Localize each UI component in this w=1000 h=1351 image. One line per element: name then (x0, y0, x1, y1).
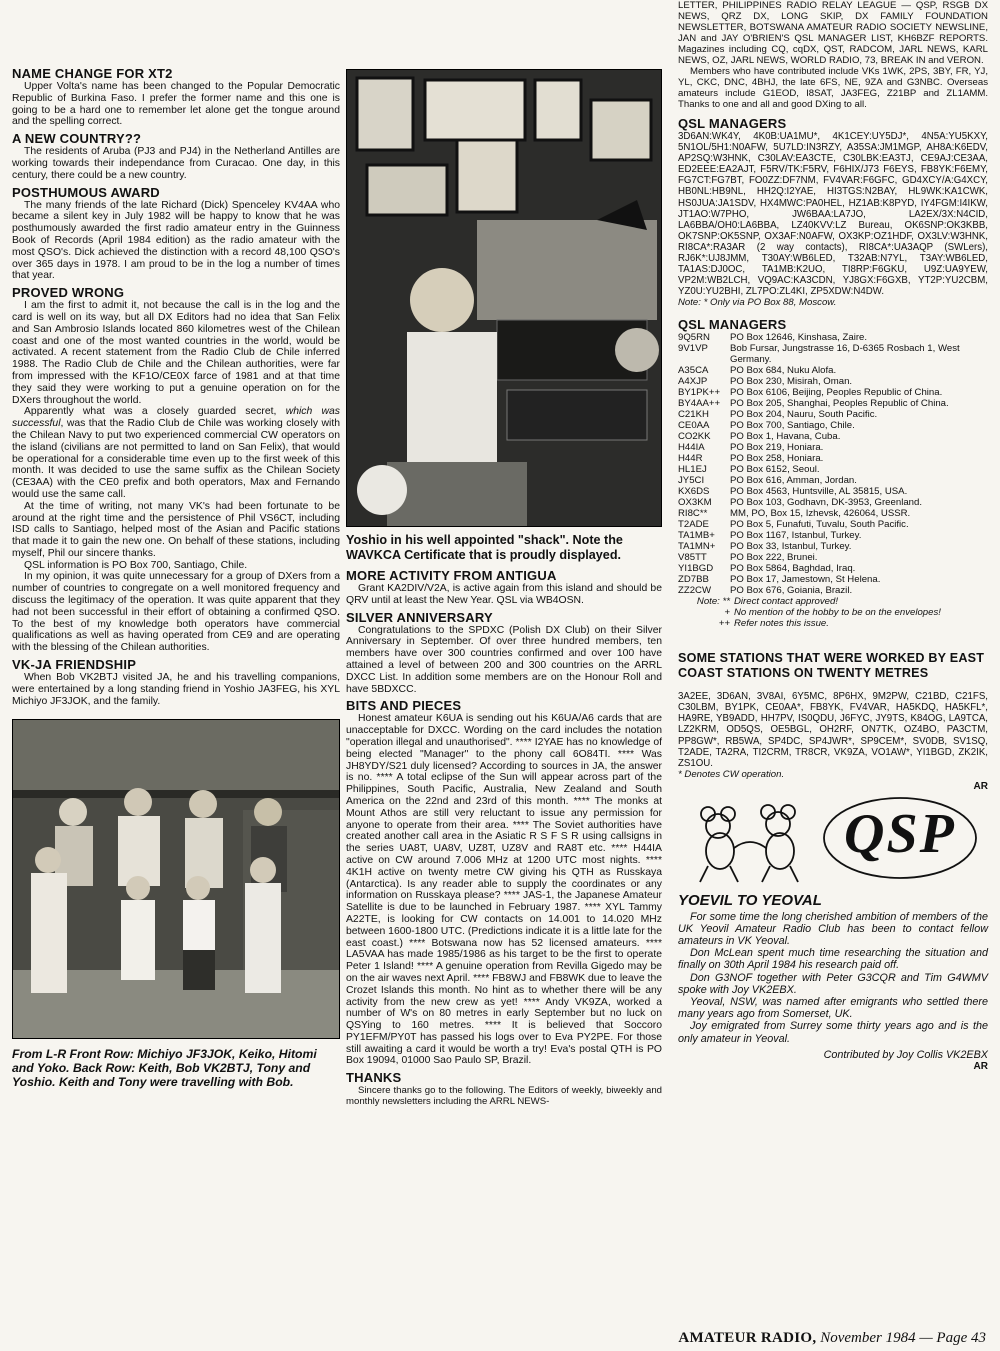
qsl-address-row (678, 585, 988, 596)
family-photo-illustration (13, 720, 339, 1038)
para-yoevil-3: Don G3NOF together with Peter G3CQR and Tim G4WMV spoke with Joy VK2EBX. (678, 971, 988, 996)
column-middle (346, 0, 662, 1107)
qsl-address-row (678, 563, 988, 574)
heading-thanks: THANKS (346, 1070, 402, 1086)
qsl-callsign: TA1MB+ (678, 530, 715, 542)
para-antigua: Grant KA2DIV/V2A, is active again from this island and should be QRV until at least the New Year. QSL via WB4OSN. (346, 583, 662, 606)
qsl-address: PO Box 6106, Beijing, Peoples Republic of China. (730, 387, 943, 399)
qsl-address: PO Box 205, Shanghai, Peoples Republic of China. (730, 398, 949, 410)
heading-new-country: A NEW COUNTRY?? (12, 131, 142, 147)
qsl-address-row (678, 431, 988, 442)
para-yoevil-1: For some time the long cherished ambition of members of the UK Yeovil Amateur Radio Club has been to contact fellow amateurs in VK Yeoval. (678, 910, 988, 948)
para-name-change: Upper Volta's name has been changed to the Popular Democratic Republic of Burkina Faso. I prefer the former name and this one is going to be a hard one to remember let alone get the tongue around and the spelling correct. (12, 81, 340, 128)
qsl-callsign: 9V1VP (678, 343, 708, 355)
qsl-address-row (678, 552, 988, 563)
qsl-address: PO Box 219, Honiara. (730, 442, 824, 454)
qsl-note-text: No mention of the hobby to be on the envelopes! (734, 607, 941, 619)
para-proved-wrong-1: I am the first to admit it, not because the call is in the log and the card is well on its way, but all DX Editors had no idea that San Felix and San Ambrosio Islands located 860 kilometres west of the Chilean coast and one of the most wanted countries in the world, would be activated. A recent statement from the Radio Club de Chile inferred 1988. The Radio Club de Chile and the Chilean authorities, were far from impressed with the KF1O/CE0X farce of 1981 and at that time they said they were working to put a genuine operation on for the DXers throughout the world. (12, 300, 340, 406)
stations-worked-list: 3A2EE, 3D6AN, 3V8AI, 6Y5MC, 8P6HX, 9M2PW, C21BD, C21FS, C30LBM, BY1PK, CE0AA*, FB8YK, FV4VAR, HA5KDQ, HA5KFL*, HA9RE, YB9ADD, HH7PV, IS0QDU, J6FYC, JY9TS, K84OG, LA9TCA, LZ2KRM, OD5QS, OE5BGL, OH2RF, ON7TK, OZ4BO, PA3CTM, PP8GW*, RB5WA, SP4DC, SP4JWR*, SP9CEM*, SV0DB, SV1SQ, T2ADE, TA2RA, TI2CRM, TR8CR, VK9ZA, VO1AW*, YI1BGD, ZK2IK, ZS1OU. (678, 691, 988, 769)
qsl-address: PO Box 230, Misirah, Oman. (730, 376, 853, 388)
qsl-address: PO Box 4563, Huntsville, AL 35815, USA. (730, 486, 908, 498)
heading-yoevil: YOEVIL TO YEOVAL (678, 891, 822, 909)
qsl-address: Bob Fursar, Jungstrasse 16, D-6365 Rosbach 1, West Germany. (730, 343, 960, 366)
para-yoevil-2: Don McLean spent much time researching the situation and finally on 30th April 1984 his research paid off. (678, 947, 988, 972)
qsl-callsign: RI8C** (678, 508, 708, 520)
qsl-address: PO Box 12646, Kinshasa, Zaire. (730, 332, 868, 344)
qsl-address-row (678, 541, 988, 552)
para-proved-wrong-5: In my opinion, it was quite unnecessary for a group of DXers from a number of countries to congregate on a well monitored frequency and discuss the legitimacy of the operation. It was quite apparent that they had not been successful in their effort of obtaining a confirmed QSO. To the best of my knowledge both operators have commercial qualifications as well as having operated from CE9 and are operating with the blessing of the Chilean authorities. (12, 571, 340, 654)
qsl-address-table (678, 332, 988, 596)
para-contributors: Members who have contributed include VKs 1WK, 2PS, 3BY, FR, YJ, YL, CKC, DNC, 4BHJ, the late 6FS, NE, 9ZA and G3NBC. Overseas amateurs include G1EOD, I8SAT, JA3FEG, Z21BP and ZL1AMM. Thanks to one and all and good DXing to all. (678, 66, 988, 110)
para-new-country: The residents of Aruba (PJ3 and PJ4) in the Netherland Antilles are working towards their independance from Curacao. One day, in this century, there could be a new country. (12, 146, 340, 181)
para-vk-ja-friendship: When Bob VK2BTJ visited JA, he and his travelling companions, were entertained by a long standing friend in Yoshio JA3FEG, his XYL Michiyo JF3JOK, and the family. (12, 672, 340, 707)
yoevil-section (678, 892, 988, 1072)
shack-photo-illustration (347, 70, 661, 526)
qsl-callsign: CO2KK (678, 431, 711, 443)
qsl-callsign: JY5CI (678, 475, 705, 487)
qsl-address: PO Box 684, Nuku Alofa. (730, 365, 837, 377)
qsl-address-row (678, 530, 988, 541)
qsl-address-row (678, 420, 988, 431)
para-posthumous-award: The many friends of the late Richard (Dick) Spenceley KV4AA who became a silent key in July 1982 will be happy to know that he was posthumously awarded the first radio amateur entry in the Guinness Book of Records (April 1984 edition) as the radio amateur with the most QSO's. Dick achieved the distinction with a record 48,100 QSO's over 365 days in 1978. I am proud to be in the log a number of times that year. (12, 199, 340, 282)
qsl-address-row (678, 453, 988, 464)
qsl-address-row (678, 365, 988, 376)
para-thanks: Sincere thanks go to the following. The Editors of weekly, biweekly and monthly newsletters including the ARRL NEWS- (346, 1085, 662, 1108)
heading-proved-wrong: PROVED WRONG (12, 285, 125, 301)
heading-antigua: MORE ACTIVITY FROM ANTIGUA (346, 568, 557, 583)
qsl-callsign: V85TT (678, 552, 707, 564)
para-yoevil-5: Joy emigrated from Surrey some thirty years ago and is the only amateur in Yeoval. (678, 1020, 988, 1045)
qsl-address: PO Box 258, Honiara. (730, 453, 824, 465)
column-left (12, 0, 340, 1089)
qsl-address: PO Box 676, Goiania, Brazil. (730, 585, 853, 597)
heading-qsl-managers-1: QSL MANAGERS (678, 116, 787, 131)
qsl-address-row (678, 409, 988, 420)
family-photo (12, 719, 340, 1039)
qsl-address: PO Box 33, Istanbul, Turkey. (730, 541, 852, 553)
qsl-callsign: OX3KM (678, 497, 712, 509)
column-right (678, 0, 988, 1072)
shack-photo (346, 69, 662, 527)
qsl-managers-note: Note: * Only via PO Box 88, Moscow. (678, 297, 837, 309)
qsl-address-row (678, 464, 988, 475)
qsl-address: PO Box 616, Amman, Jordan. (730, 475, 857, 487)
qsl-note-row (678, 607, 988, 618)
qsl-callsign: TA1MN+ (678, 541, 716, 553)
ar-logo-1: AR (973, 780, 988, 792)
text-span: , was that the Radio Club de Chile was working closely with the Chilean Navy to put two experienced commercial CW operators on the island (civilians are not permitted to land on San Felix), that would be operational for a considerable time even up to the first week of this month. It was decided to use the same suffix as the Chilean Society (CE3AA) with the CE0 prefix and both operators, Max and Fernando would use the same call. (12, 418, 340, 500)
qsl-address-row (678, 332, 988, 343)
para-bits-and-pieces: Honest amateur K6UA is sending out his K6UA/A6 cards that are unacceptable for DXCC. Wording on the card includes the notation "operation illegal and unauthorised". **** I2YAE has no knowledge of being elected "Manager" to the phony call 6O84TI. **** Was JH8YDY/S21 duly licensed? According to sources in JA, the answer is no. **** A total eclipse of the Sun will appear across part of the Philippines, South Pacific, Australia, New Zealand and South America on the 22nd and 23rd of this month. **** The monks at Mount Athos are still very reluctant to issue any permission for anyone to operate from their area. **** The Soviet authorities have created another call area in the Asiatic R S F S R using callsigns in the series UA8T, UA8V, UZ8T, UZ8V and RA8T etc. **** H44IA active on CW around 7.006 MHz at 1200 UTC most nights. **** 4K1H active on twenty metre CW giving his QTH as Russkaya (Antarctica). Is any reader able to supply the coordinates or any information on Russkaya please? **** JAS-1, the Japanese Amateur Satellite is due to be launched in February 1987. **** XYL Tammy A22TE, is looking for CW contacts on 14.001 to 14.020 MHz between 1600-1800 UTC. (Predictions indicate it is a little late for the east coast.) **** Botswana now has 52 licensed amateurs. **** LA5VAA has made 1985/1986 as his target to be the first to operate Peter 1 Island! **** A genuine operation from Revilla Gigedo may be on the air waves next April. **** FB8WJ and FB8WK due to leave the Crozet Islands this month. No hint as to whether there will be any activity from the new crew as yet! **** Andy VK9ZA, worked a number of W's on 80 metres in early September but no luck on QSYing to 160 metres. **** It is believed that Soccoro PY1EFM/PY0T has passed his logs over to Eva PY2PE. For those still awaiting a card it would be worth a try! Eva's postal QTH is PO Box 19094, 01000 Sao Paulo SP, Brazil. (346, 713, 662, 1067)
qsl-callsign: KX6DS (678, 486, 710, 498)
page-footer (678, 1330, 986, 1347)
qsl-address-row (678, 442, 988, 453)
qsl-note-text: Direct contact approved! (734, 596, 838, 608)
ar-logo-2: AR (973, 1061, 988, 1073)
para-proved-wrong-4: QSL information is PO Box 700, Santiago, Chile. (24, 559, 248, 571)
heading-stations-worked: SOME STATIONS THAT WERE WORKED BY EAST COAST STATIONS ON TWENTY METRES (678, 651, 985, 681)
qsl-address: PO Box 6152, Seoul. (730, 464, 820, 476)
qsl-note-mark: + (724, 607, 730, 619)
qsl-address: PO Box 17, Jamestown, St Helena. (730, 574, 881, 586)
qsl-note-mark: ++ (718, 618, 730, 630)
qsl-callsign: 9Q5RN (678, 332, 710, 344)
qsl-address: PO Box 103, Godhavn, DK-3953, Greenland. (730, 497, 922, 509)
qsl-callsign: A35CA (678, 365, 709, 377)
qsl-note-text: Refer notes this issue. (734, 618, 829, 630)
qsl-notes-table (678, 596, 988, 629)
heading-qsl-managers-2: QSL MANAGERS (678, 317, 787, 333)
qsl-callsign: YI1BGD (678, 563, 714, 575)
qsl-address: PO Box 5864, Baghdad, Iraq. (730, 563, 856, 575)
qsl-address: PO Box 204, Nauru, South Pacific. (730, 409, 878, 421)
qsl-address-row (678, 574, 988, 585)
footer-date-page: November 1984 — Page 43 (820, 1330, 986, 1346)
qsl-address: PO Box 5, Funafuti, Tuvalu, South Pacific. (730, 519, 909, 531)
para-proved-wrong-2 (12, 406, 340, 500)
qsl-address-row (678, 376, 988, 387)
qsl-address: PO Box 1167, Istanbul, Turkey. (730, 530, 862, 542)
para-silver-anniversary: Congratulations to the SPDXC (Polish DX Club) on their Silver Anniversary in September. Of over three hundred members, ten members have over 300 countries confirmed and over 100 have attained a level of between 200 and 300 countries on the ARRL DXCC List. In addition some members are on the Honour Roll and have 5BDXCC. (346, 624, 662, 695)
heading-vk-ja-friendship: VK-JA FRIENDSHIP (12, 657, 137, 673)
qsl-address-row (678, 508, 988, 519)
qsl-callsign: H44R (678, 453, 703, 465)
qsl-callsign: HL1EJ (678, 464, 707, 476)
qsl-callsign: T2ADE (678, 519, 709, 531)
qsl-callsign: CE0AA (678, 420, 710, 432)
qsl-note-mark: Note: ** (696, 596, 730, 608)
qsl-address-row (678, 387, 988, 398)
qsl-address-row (678, 398, 988, 409)
yoevil-credit: Contributed by Joy Collis VK2EBX (823, 1048, 988, 1061)
qsl-callsign: C21KH (678, 409, 709, 421)
text-span: Apparently what was a closely guarded secret, (24, 406, 286, 418)
heading-name-change: NAME CHANGE FOR XT2 (12, 66, 173, 81)
qsl-callsign: H44IA (678, 442, 705, 454)
emphasis-text: which was successful (12, 406, 340, 430)
qsp-logo-text: QSP (844, 802, 956, 865)
qsl-address: PO Box 222, Brunei. (730, 552, 818, 564)
heading-bits-and-pieces: BITS AND PIECES (346, 698, 462, 714)
qsl-address-row (678, 497, 988, 508)
heading-silver-anniversary: SILVER ANNIVERSARY (346, 609, 493, 625)
qsl-address-row (678, 475, 988, 486)
para-thanks-continued: LETTER, PHILIPPINES RADIO RELAY LEAGUE — QSP, RSGB DX NEWS, QRZ DX, LONG SKIP, DX FAMILY FOUNDATION NEWSLETTER, BOTSWANA AMATEUR RADIO SOCIETY NEWSLINE, JAN and JAY O'BRIEN'S QSL MANAGER LIST, KH6BZF REPORTS. Magazines including CQ, cqDX, QST, RADCOM, JARL NEWS, KARL NEWS, OZ, JARL NEWS, WORLD RADIO, 73, BREAK IN and VERON. (678, 0, 988, 66)
qsl-address-row (678, 519, 988, 530)
para-yoevil-4: Yeoval, NSW, was named after emigrants who settled there many years ago from Somerset, UK. (678, 996, 988, 1021)
family-photo-caption: From L-R Front Row: Michiyo JF3JOK, Keiko, Hitomi and Yoko. Back Row: Keith, Bob VK2BTJ, Tony and Yoshio. Keith and Tony were travelling with Bob. (12, 1047, 317, 1090)
qsl-managers-list: 3D6AN:WK4Y, 4K0B:UA1MU*, 4K1CEY:UY5DJ*, 4N5A:YU5KXY, 5N1OL/5H1:N0AFW, 5U7LD:IN3RZY, A35SA:JM1MGP, AH8A:K6EDV, AP2SQ:W3HNK, C30LAV:EA3CTE, C30LBK:EA3TJ, CE9AJ:CE3AA, ED2EEE:EA2AJT, F5RV/TK:F5RV, F6HIX/J73 F6EYS, FB8YK:F6EMY, FG7CT:FG7BT, FO0ZZ:DF7NM, FV4VAR:F6GFC, GD4XCY/A:G4XCY, HB0NL:HB9NL, HH2Q:I2YAE, HI3TGS:N2BAY, HL9WK:KA1CWK, HS0JUA:JA1SDV, HX4MWC:PA0HEL, HZ1AB:K8PYD, IY4FGM:I4IKW, JT1AO:W7PHO, JW6BAA:LA7JO, LA2EX/3X:N4CID, LA6BBA/OH0:LA6BBA, LZ40KVV:LZ Bureau, OK6SNP:OK3KBB, OK7SNP:OK5SNP, OX3AF:N0AFW, OX3KP:OZ1HDF, OX3LV:W3HNK, RI8CA*:RA3AR (2 way contacts), RI8CA*:UA3AQP (SWLers), RJ6K*:UJ8JMM, T30AY:WB6LED, T32AB:N7YL, T3AY:WB6LED, TA1AS:DJ0OC, TA1MB:K2UO, TI8RP:F6GKU, U9Z:UA9YEW, VP2M:WB2LCH, VQ9AC:KA3CDN, YJ8GX:F6GXB, YT2P:YU2CBM, YZ0U:YU2BHI, ZL7PO:ZL4KI, ZP5XDW:N4DW. (678, 131, 988, 298)
qsl-address: PO Box 700, Santiago, Chile. (730, 420, 855, 432)
qsp-logo (678, 796, 988, 888)
stations-worked-note: * Denotes CW operation. (678, 768, 785, 780)
qsl-address: MM, PO, Box 15, Izhevsk, 426064, USSR. (730, 508, 911, 520)
qsl-address: PO Box 1, Havana, Cuba. (730, 431, 841, 443)
qsl-callsign: ZZ2CW (678, 585, 712, 597)
qsl-address-row (678, 343, 988, 365)
footer-magazine: AMATEUR RADIO, (678, 1330, 817, 1346)
qsl-note-row (678, 596, 988, 607)
qsl-callsign: BY4AA++ (678, 398, 721, 410)
qsl-note-row (678, 618, 988, 629)
para-proved-wrong-3: At the time of writing, not many VK's had been fortunate to be around at the right time and the persistence of Phil VS6CT, including ISD calls to Santiago, helped most of the Asian and Pacific stations that made it to gain the new one. On behalf of these stations, including myself, Phil our sincere thanks. (12, 500, 340, 559)
shack-photo-caption: Yoshio in his well appointed "shack". Note the WAVKCA Certificate that is proudly displayed. (346, 533, 623, 562)
qsl-callsign: BY1PK++ (678, 387, 721, 399)
qsl-address-row (678, 486, 988, 497)
qsl-callsign: A4XJP (678, 376, 708, 388)
heading-posthumous-award: POSTHUMOUS AWARD (12, 184, 160, 200)
qsl-callsign: ZD7BB (678, 574, 709, 586)
